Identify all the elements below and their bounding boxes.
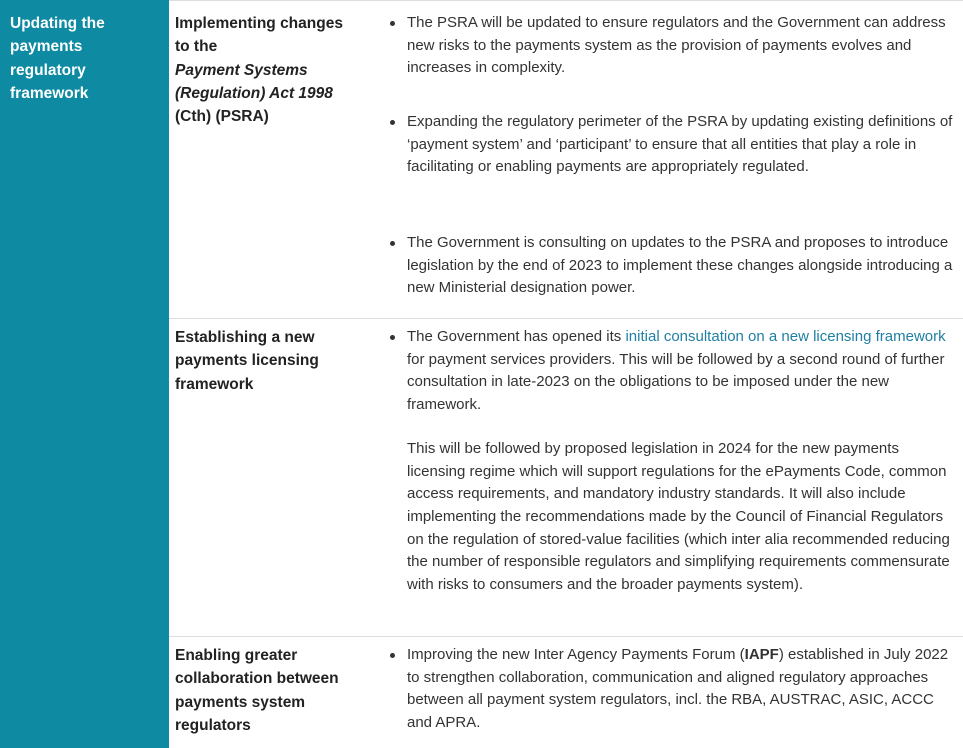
row-content: [386, 644, 956, 735]
list-item: The PSRA will be updated to ensure regulators and the Government can address new risks to the payments system as the provision of payments evolves and increases in complexity.: [386, 12, 956, 80]
paragraph: This will be followed by proposed legislation in 2024 for the new payments licensing regime which will support regulations for the ePayments Code, common access requirements, and mandatory industry standards. It will also include implementing the recommendations made by the Council of Financial Regulators on the regulation of stored-value facilities (which inter alia recommended reducing the number of responsible regulators and simplifying requirements commensurate with risks to consumers and the broader payments system).: [407, 439, 950, 594]
table-row: [169, 318, 963, 636]
category-column: [0, 0, 169, 748]
bullet-text: for payment services providers. This will be followed by a second round of further consultation in late-2023 on the obligations to be imposed under the new framework.: [407, 350, 945, 414]
table-row: [169, 0, 963, 318]
category-heading: Updating the payments regulatory framework: [10, 15, 105, 102]
list-item: The Government is consulting on updates to the PSRA and proposes to introduce legislation by the end of 2023 to implement these changes alongside introducing a new Ministerial designation power.: [386, 232, 956, 300]
table-row: [169, 636, 963, 748]
topic-abbrev: (Cth) (PSRA): [175, 108, 269, 126]
licensing-consultation-link[interactable]: initial consultation on a new licensing framework: [625, 328, 946, 345]
iapf-abbrev: IAPF: [744, 646, 779, 663]
row-topic: Enabling greater collaboration between payments system regulators: [175, 647, 339, 734]
bullet-text: The Government has opened its: [407, 328, 626, 345]
list-item: [386, 644, 956, 735]
row-topic: [175, 12, 355, 128]
topic-act-title: Payment Systems (Regulation) Act 1998: [175, 61, 333, 102]
row-content: [386, 232, 956, 300]
row-content: [386, 326, 956, 597]
bullet-text: ) established in July 2022 to strengthen collaboration, communication and aligned regulatory approaches between all payment system regulators, incl. the RBA, AUSTRAC, ASIC, ACCC and APRA.: [407, 646, 949, 732]
list-item: Expanding the regulatory perimeter of the PSRA by updating existing definitions of ‘payment system’ and ‘participant’ to ensure that all entities that play a role in facilitating or enabling payments are appropriately regulated.: [386, 111, 956, 179]
row-topic: Establishing a new payments licensing framework: [175, 329, 319, 393]
list-item: [386, 326, 956, 417]
row-content: [386, 12, 956, 80]
row-divider: [169, 318, 963, 319]
topic-text: Implementing changes to the: [175, 15, 343, 56]
row-content: [386, 111, 956, 179]
bullet-text: Improving the new Inter Agency Payments Forum (: [407, 646, 745, 663]
row-divider: [169, 636, 963, 637]
